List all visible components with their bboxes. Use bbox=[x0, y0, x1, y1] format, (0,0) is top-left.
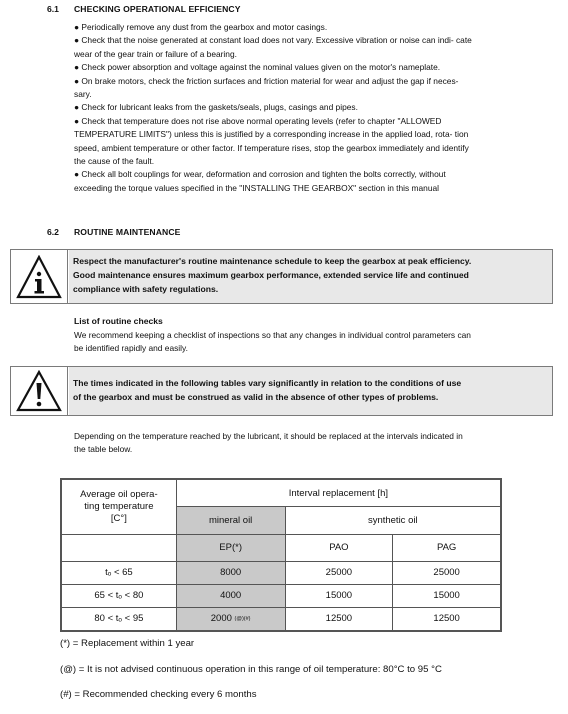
header-line: ting temperature bbox=[84, 501, 154, 513]
section-title-6-2: ROUTINE MAINTENANCE bbox=[74, 227, 181, 237]
pag-value-cell: 12500 bbox=[393, 607, 501, 630]
pao-value-cell: 12500 bbox=[285, 607, 393, 630]
checklist-line: ● Check that the noise generated at constant load does not vary. Excessive vibration or noise can indi- cate bbox=[74, 35, 472, 46]
pag-subheader: PAG bbox=[393, 535, 501, 561]
pag-value-cell: 25000 bbox=[393, 561, 501, 584]
checklist-line: ● Check for lubricant leaks from the gaskets/seals, plugs, casings and pipes. bbox=[74, 102, 358, 113]
warning-line: of the gearbox and must be construed as valid in the absence of other types of problems. bbox=[73, 392, 439, 402]
lubricant-intro bbox=[74, 430, 554, 457]
temperature-cell: tₒ < 65 bbox=[62, 561, 177, 584]
interval-replacement-header: Interval replacement [h] bbox=[176, 480, 500, 507]
ep-value-cell bbox=[176, 607, 285, 630]
ep-value-cell: 4000 bbox=[176, 584, 285, 607]
warning-line: Good maintenance ensures maximum gearbox performance, extended service life and continued bbox=[73, 270, 469, 280]
temperature-cell: 65 < tₒ < 80 bbox=[62, 584, 177, 607]
checklist-line: ● Check power absorption and voltage against the nominal values given on the motor's nameplate. bbox=[74, 62, 441, 73]
table-row bbox=[62, 584, 501, 607]
paragraph-line: be identified rapidly and easily. bbox=[74, 343, 188, 354]
checklist-line: ● Check that temperature does not rise above normal operating levels (refer to chapter "ALLOWED bbox=[74, 115, 442, 126]
section-number-6-1: 6.1 bbox=[47, 4, 59, 14]
mineral-oil-header: mineral oil bbox=[176, 507, 285, 535]
table-cell-empty bbox=[62, 535, 177, 561]
pao-subheader: PAO bbox=[285, 535, 393, 561]
checklist-line: sary. bbox=[74, 89, 92, 100]
ep-footnote-marks: (@)(#) bbox=[234, 616, 251, 623]
warning-line: The times indicated in the following tables vary significantly in relation to the conditions of use bbox=[73, 378, 462, 388]
times-caution-box bbox=[10, 366, 553, 416]
synthetic-oil-header: synthetic oil bbox=[285, 507, 500, 535]
section-number-6-2: 6.2 bbox=[47, 227, 59, 237]
paragraph-line: We recommend keeping a checklist of inspections so that any changes in individual control parameters can bbox=[74, 330, 471, 340]
times-caution-text bbox=[69, 367, 552, 415]
footnote: (@) = It is not advised continuous operation in this range of oil temperature: 80°C to 95 °C bbox=[60, 664, 442, 675]
maintenance-warning-box bbox=[10, 249, 553, 304]
checklist-line: ● Periodically remove any dust from the gearbox and motor casings. bbox=[74, 22, 328, 32]
pao-value-cell: 15000 bbox=[285, 584, 393, 607]
checklist-line: TEMPERATURE LIMITS") unless this is justified by a corresponding increase in the applied load, rota- tion bbox=[74, 129, 469, 140]
ep-subheader: EP(*) bbox=[176, 535, 285, 561]
table-row bbox=[62, 561, 501, 584]
oil-replacement-table bbox=[60, 478, 502, 632]
warning-line: Respect the manufacturer's routine maintenance schedule to keep the gearbox at peak efficiency. bbox=[73, 256, 472, 266]
table-row bbox=[62, 607, 501, 630]
section-title-6-1: CHECKING OPERATIONAL EFFICIENCY bbox=[74, 4, 241, 14]
footnote: (*) = Replacement within 1 year bbox=[60, 638, 195, 649]
routine-checks-text bbox=[74, 329, 554, 356]
checklist-line: wear of the gear train or failure of a bearing. bbox=[74, 48, 237, 59]
paragraph-line: the table below. bbox=[74, 444, 133, 455]
efficiency-checklist bbox=[74, 21, 554, 195]
temperature-column-header bbox=[62, 480, 177, 535]
temperature-cell: 80 < tₒ < 95 bbox=[62, 607, 177, 630]
pag-value-cell: 15000 bbox=[393, 584, 501, 607]
checklist-line: the cause of the fault. bbox=[74, 156, 155, 167]
header-line: Average oil opera- bbox=[80, 489, 158, 501]
ep-value-cell: 8000 bbox=[176, 561, 285, 584]
pao-value-cell: 25000 bbox=[285, 561, 393, 584]
ep-value: 2000 bbox=[210, 613, 232, 625]
paragraph-line: Depending on the temperature reached by the lubricant, it should be replaced at the intervals indicated in bbox=[74, 431, 463, 441]
info-warning-icon bbox=[11, 250, 68, 303]
footnote: (#) = Recommended checking every 6 months bbox=[60, 689, 257, 700]
checklist-line: ● Check all bolt couplings for wear, deformation and corrosion and tighten the bolts correctly, without bbox=[74, 169, 446, 180]
header-line: [C°] bbox=[110, 513, 127, 525]
warning-line: compliance with safety regulations. bbox=[73, 284, 219, 294]
checklist-line: speed, ambient temperature or other factor. If temperature rises, stop the gearbox immediately and identify bbox=[74, 142, 469, 153]
checklist-line: exceeding the torque values specified in the "INSTALLING THE GEARBOX" section in this manual bbox=[74, 182, 440, 193]
maintenance-warning-text bbox=[69, 250, 552, 303]
routine-checks-heading: List of routine checks bbox=[74, 316, 163, 326]
exclamation-warning-icon bbox=[11, 367, 68, 415]
checklist-line: ● On brake motors, check the friction surfaces and friction material for wear and adjust the gap if neces- bbox=[74, 75, 459, 86]
